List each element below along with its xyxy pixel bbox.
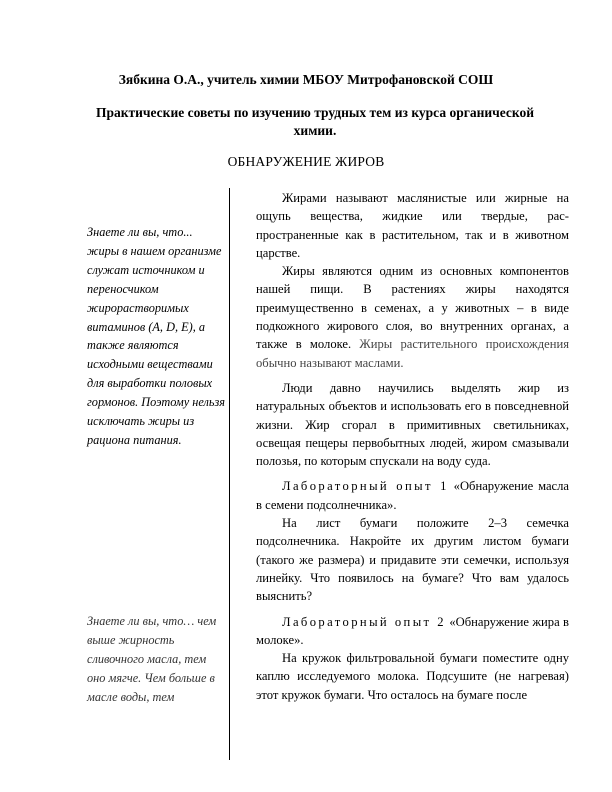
document-subtitle: Практические советы по изучению трудных тем из курса органической химии.: [95, 105, 535, 138]
experiment-1-heading: [256, 477, 569, 514]
experiment-1-title: «Обнаружение масла в семени подсолнечника».: [256, 479, 570, 512]
paragraph-definition: Жирами называют маслянистые или жирные на ощупь вещества, жидкие или твердые, рас-пространенные как в растительном, так и в животном царстве.: [256, 191, 569, 260]
paragraph-food: [256, 262, 569, 372]
paragraph-oils-note: Жиры растительного происхождения обычно называют маслами.: [256, 337, 569, 370]
experiment-2-title: «Обнаружение жира в молоке».: [256, 614, 570, 647]
paragraph-history: Люди давно научились выделять жир из натуральных объектов и использовать его в повседневной жизни. Жир сгорал в примитивных светильниках, освещая пещеры первобытных людей, жиром смазывали полозья, по которым спускали на воду суда.: [256, 380, 569, 469]
section-title: ОБНАРУЖЕНИЕ ЖИРОВ: [227, 154, 385, 169]
experiment-2-text: На кружок фильтровальной бумаги поместите одну каплю исследуемого молока. Подсушите (не нагревая) этот кружок бумаги. Что осталось на бумаге после: [256, 651, 569, 702]
main-text-column: [256, 189, 569, 704]
experiment-2-heading: [256, 613, 569, 650]
experiment-2-label: Лабораторный опыт 2: [282, 614, 446, 629]
experiment-1-text: На лист бумаги положите 2–3 семечка подсолнечника. Накройте их другим листом бумаги (такого же размера) и придавите эти семечки, используя линейку. Что появилось на бумаге? Что вам удалось выяснить?: [256, 516, 569, 604]
column-divider: [229, 188, 230, 760]
sidebar-note-butter: Знаете ли вы, что… чем выше жирность сливочного масла, тем оно мягче. Чем больше в масле воды, тем: [87, 614, 217, 704]
author-line: Зябкина О.А., учитель химии МБОУ Митрофановской СОШ: [118, 72, 494, 87]
experiment-1-label: Лабораторный опыт 1: [282, 479, 449, 494]
paragraph-food-text: Жиры являются одним из основных компонентов нашей пищи. В растениях жиры находятся преимущественно в семенах, а у животных – в виде подкожного жирового слоя, во внутренних органах, а также в молоке.: [256, 264, 569, 352]
sidebar-note-fats-vitamins: Знаете ли вы, что... жиры в нашем организме служат источником и переносчиком жирорастворимых витаминов (A, D, E), а также являются исходными веществами для выработки половых гормонов. Поэтому нельзя исключать жиры из рациона питания.: [87, 225, 226, 447]
